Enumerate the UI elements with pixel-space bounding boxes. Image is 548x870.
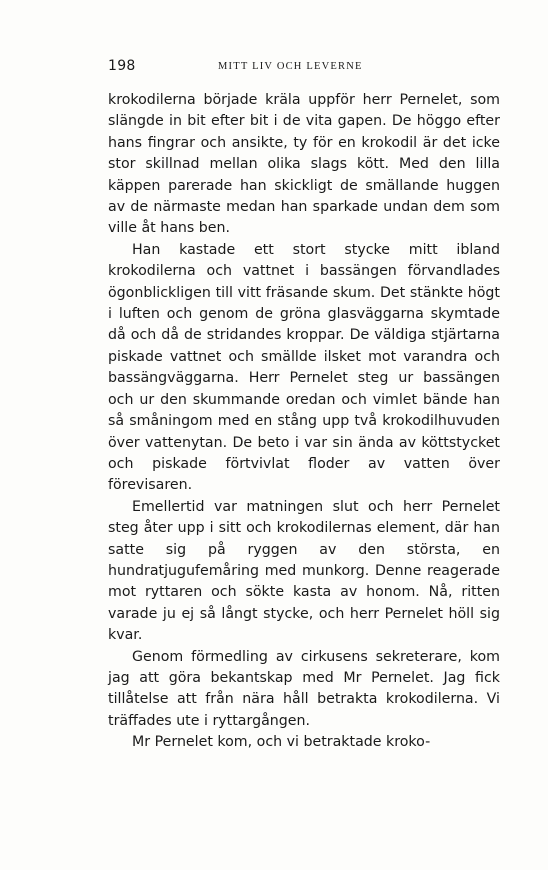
paragraph-4: Genom förmedling av cirkusens sekreterare, kom jag att göra bekantskap med Mr Pernelet. Jag fick tillåtelse att från nära håll betrakta krokodilerna. Vi träffades ute i ryttargången. bbox=[108, 648, 500, 729]
body-text bbox=[108, 90, 500, 754]
running-head: MITT LIV OCH LEVERNE bbox=[218, 61, 363, 72]
page-number: 198 bbox=[108, 58, 136, 74]
paragraph-3: Emellertid var matningen slut och herr Pernelet steg åter upp i sitt och krokodilernas element, där han satte sig på ryggen av den största, en hundratjugufemåring med munkorg. Denne reagerade mot ryttaren och sökte kasta av honom. Nå, ritten varade ju ej så långt stycke, och herr Pernelet höll sig kvar. bbox=[108, 498, 500, 644]
paragraph-1: krokodilerna började kräla uppför herr Pernelet, som slängde in bit efter bit i de vita gapen. De höggo efter hans fingrar och ansikte, ty för en krokodil är det icke stor skillnad mellan olika slags kött. Med den lilla käppen parerade han skickligt de smällande huggen av de närmaste medan han sparkade undan dem som ville åt hans ben. bbox=[108, 92, 500, 237]
paragraph-5: Mr Pernelet kom, och vi betraktade kroko- bbox=[132, 734, 431, 751]
page-header bbox=[108, 58, 498, 80]
paragraph-2: Han kastade ett stort stycke mitt ibland krokodilerna och vattnet i bassängen förvandlades ögonblickligen till vitt fräsande skum. Det stänkte högt i luften och genom de gröna glasväggarna skymtade då och då de stridandes kroppar. De väldiga stjärtarna piskade vattnet och smällde ilsket mot varandra och bassängväggarna. Herr Pernelet steg ur bassängen och ur den skummande oredan och vimlet bände han så småningom med en stång upp två krokodilhuvuden över vattenytan. De beto i var sin ända av köttstycket och piskade förtvivlat floder av vatten över förevisaren. bbox=[108, 241, 500, 494]
